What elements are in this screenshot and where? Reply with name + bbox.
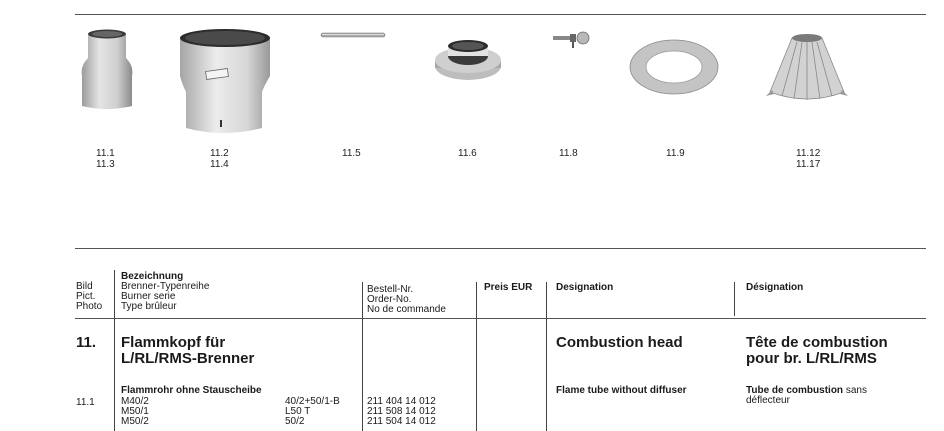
header-bottom-rule: [75, 318, 926, 319]
photo-ref: 11.12: [796, 148, 821, 159]
item-version: 50/2: [285, 416, 305, 427]
header-designation-en: Designation: [556, 282, 614, 293]
header-label: Pict.: [76, 291, 96, 302]
photo-flame-tube-large: [178, 26, 274, 138]
photo-diffuser: [764, 30, 850, 106]
header-picture: [76, 282, 102, 312]
header-burner-series: [121, 282, 209, 312]
photo-ref-group: [210, 148, 229, 170]
table-top-rule: [75, 248, 926, 249]
header-label: Bestell-Nr.: [367, 284, 414, 295]
item-name-fr-line2: déflecteur: [746, 395, 790, 406]
photo-ref-group: [458, 148, 477, 159]
photo-ref: 11.9: [666, 148, 685, 159]
section-title-en: Combustion head: [556, 334, 683, 351]
section-number: 11.: [76, 334, 97, 351]
item-version: L50 T: [285, 406, 311, 417]
header-order-number: [367, 285, 446, 315]
photo-ref: 11.1: [96, 148, 115, 159]
column-divider: [476, 282, 477, 431]
column-divider: [546, 282, 547, 431]
item-order-number: 211 504 14 012: [367, 416, 436, 427]
photo-ring-plate: [628, 38, 720, 96]
header-price: Preis EUR: [484, 282, 533, 293]
section-title-line: Tête de combustion: [746, 334, 888, 351]
photo-ref-group: [96, 148, 115, 170]
item-name-fr-rest: sans: [843, 385, 867, 396]
item-model: M40/2: [121, 396, 149, 407]
photo-ref: 11.5: [342, 148, 361, 159]
photo-ref-group: [342, 148, 361, 159]
header-description-title: Bezeichnung: [121, 271, 184, 282]
item-model: M50/1: [121, 406, 149, 417]
item-name-en: Flame tube without diffuser: [556, 385, 687, 396]
header-label: Type brûleur: [121, 301, 177, 312]
photo-ref: 11.3: [96, 159, 115, 170]
item-model: M50/2: [121, 416, 149, 427]
section-title-line: pour br. L/RL/RMS: [746, 350, 877, 367]
photo-ref: 11.8: [559, 148, 578, 159]
photo-ref-group: [666, 148, 685, 159]
item-order-number: 211 508 14 012: [367, 406, 436, 417]
item-versions: [285, 397, 340, 427]
column-divider: [362, 282, 363, 431]
column-divider: [114, 270, 115, 431]
photo-ref-group: [559, 148, 578, 159]
item-name-fr: [746, 386, 867, 406]
header-designation-fr: Désignation: [746, 282, 804, 293]
item-name-de: Flammrohr ohne Stauscheibe: [121, 385, 262, 396]
item-ref: 11.1: [76, 397, 95, 408]
photo-flame-tube-small: [78, 26, 136, 112]
photo-flange: [433, 36, 503, 84]
item-order-numbers: [367, 397, 436, 427]
column-divider: [734, 282, 735, 316]
item-name-fr-bold: Tube de combustion: [746, 385, 844, 396]
photo-ref: 11.4: [210, 159, 229, 170]
section-title-de: [121, 335, 254, 367]
photo-fitting: [552, 30, 590, 50]
top-rule: [75, 14, 926, 15]
item-models: [121, 397, 149, 427]
photo-ref: 11.17: [796, 159, 821, 170]
photo-ref-group: [796, 148, 820, 170]
item-version: 40/2+50/1-B: [285, 396, 340, 407]
section-title-fr: [746, 335, 888, 367]
section-title-line: L/RL/RMS-Brenner: [121, 350, 255, 367]
header-label: Burner serie: [121, 291, 176, 302]
header-label: Order-No.: [367, 294, 412, 305]
item-order-number: 211 404 14 012: [367, 396, 436, 407]
photo-ref: 11.6: [458, 148, 477, 159]
photo-ref: 11.2: [210, 148, 229, 159]
photo-rod: [320, 30, 386, 40]
header-label: Photo: [76, 301, 103, 312]
header-label: Brenner-Typenreihe: [121, 281, 210, 292]
section-title-line: Flammkopf für: [121, 334, 226, 351]
header-label: Bild: [76, 281, 93, 292]
header-label: No de commande: [367, 304, 446, 315]
